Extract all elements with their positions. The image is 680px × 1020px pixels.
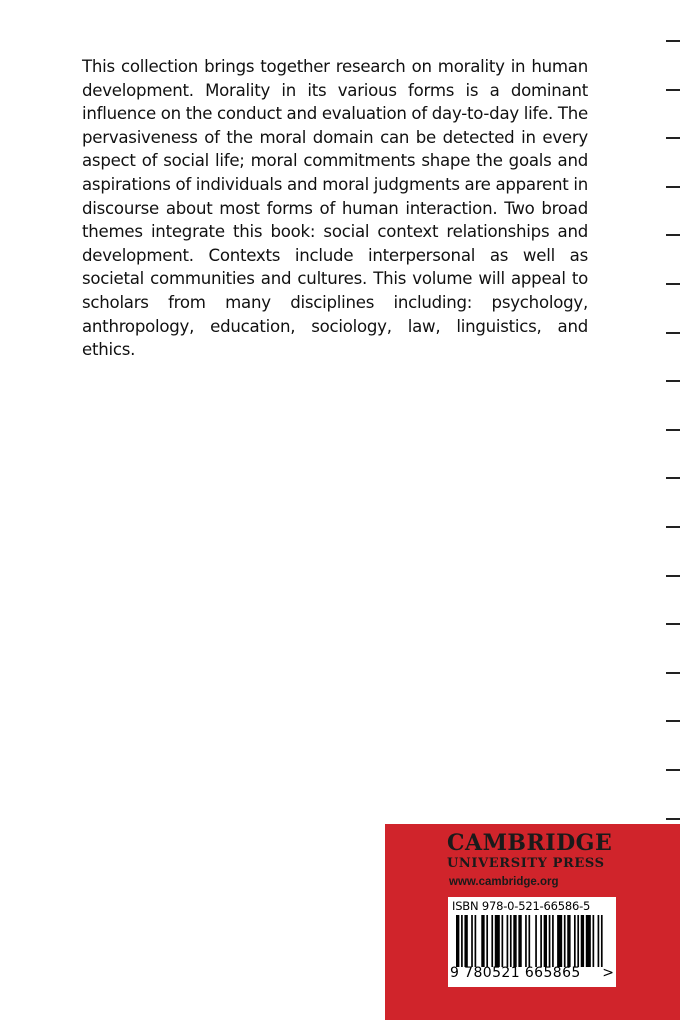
barcode-bar <box>577 915 579 967</box>
barcode-bar <box>564 915 566 967</box>
publisher-name: CAMBRIDGE <box>447 830 613 856</box>
barcode-bar <box>549 915 551 967</box>
isbn-label: ISBN 978-0-521-66586-5 <box>452 899 591 913</box>
barcode-bar <box>567 915 570 967</box>
trim-tick <box>666 623 680 625</box>
trim-tick <box>666 672 680 674</box>
trim-tick <box>666 380 680 382</box>
back-cover-blurb: This collection brings together research on morality in human development. Morality in its various forms is a dominant influence on the conduct and evaluation of day-to-day life. The pervasiveness of the moral domain can be detected in every aspect of social life; moral commitments shape the goals and aspirations of individuals and moral judgments are apparent in discourse about most forms of human interaction. Two broad themes integrate this book: social context relationships and development. Contexts include interpersonal as well as societal communities and cultures. This volume will appeal to scholars from many disciplines including: psychology, anthropology, education, sociology, law, linguistics, and ethics. <box>82 57 588 360</box>
trim-tick <box>666 720 680 722</box>
trim-tick <box>666 186 680 188</box>
barcode-arrow: > <box>602 965 614 981</box>
barcode-bar <box>581 915 584 967</box>
barcode-bar <box>486 915 488 967</box>
trim-tick <box>666 234 680 236</box>
publisher-panel <box>385 824 680 1020</box>
trim-tick <box>666 575 680 577</box>
trim-tick <box>666 283 680 285</box>
barcode-digits: 9 780521 665865 <box>450 965 581 981</box>
trim-tick <box>666 818 680 820</box>
barcode-bar <box>464 915 467 967</box>
barcode-bar <box>528 915 530 967</box>
barcode <box>448 897 616 987</box>
trim-tick <box>666 429 680 431</box>
trim-tick <box>666 40 680 42</box>
barcode-bar <box>491 915 493 967</box>
barcode-bar <box>598 915 600 967</box>
barcode-bar <box>601 915 603 967</box>
barcode-bar <box>507 915 509 967</box>
barcode-bar <box>510 915 512 967</box>
barcode-bar <box>535 915 537 967</box>
trim-tick <box>666 769 680 771</box>
barcode-bar <box>475 915 477 967</box>
barcode-bar <box>471 915 473 967</box>
barcode-bar <box>518 915 521 967</box>
barcode-bar <box>557 915 562 967</box>
trim-tick <box>666 332 680 334</box>
barcode-bar <box>552 915 554 967</box>
barcode-bar <box>544 915 547 967</box>
barcode-bar <box>593 915 595 967</box>
barcode-bars <box>456 915 606 967</box>
barcode-bar <box>574 915 576 967</box>
publisher-subtitle: UNIVERSITY PRESS <box>447 856 605 871</box>
barcode-bar <box>481 915 484 967</box>
publisher-url: www.cambridge.org <box>449 876 559 888</box>
barcode-bar <box>586 915 591 967</box>
trim-tick <box>666 477 680 479</box>
barcode-bar <box>525 915 527 967</box>
trim-tick <box>666 89 680 91</box>
barcode-bar <box>456 915 459 967</box>
barcode-bar <box>513 915 516 967</box>
barcode-bar <box>461 915 463 967</box>
trim-tick <box>666 137 680 139</box>
barcode-bar <box>502 915 504 967</box>
barcode-bar <box>540 915 542 967</box>
trim-tick <box>666 526 680 528</box>
barcode-bar <box>495 915 500 967</box>
